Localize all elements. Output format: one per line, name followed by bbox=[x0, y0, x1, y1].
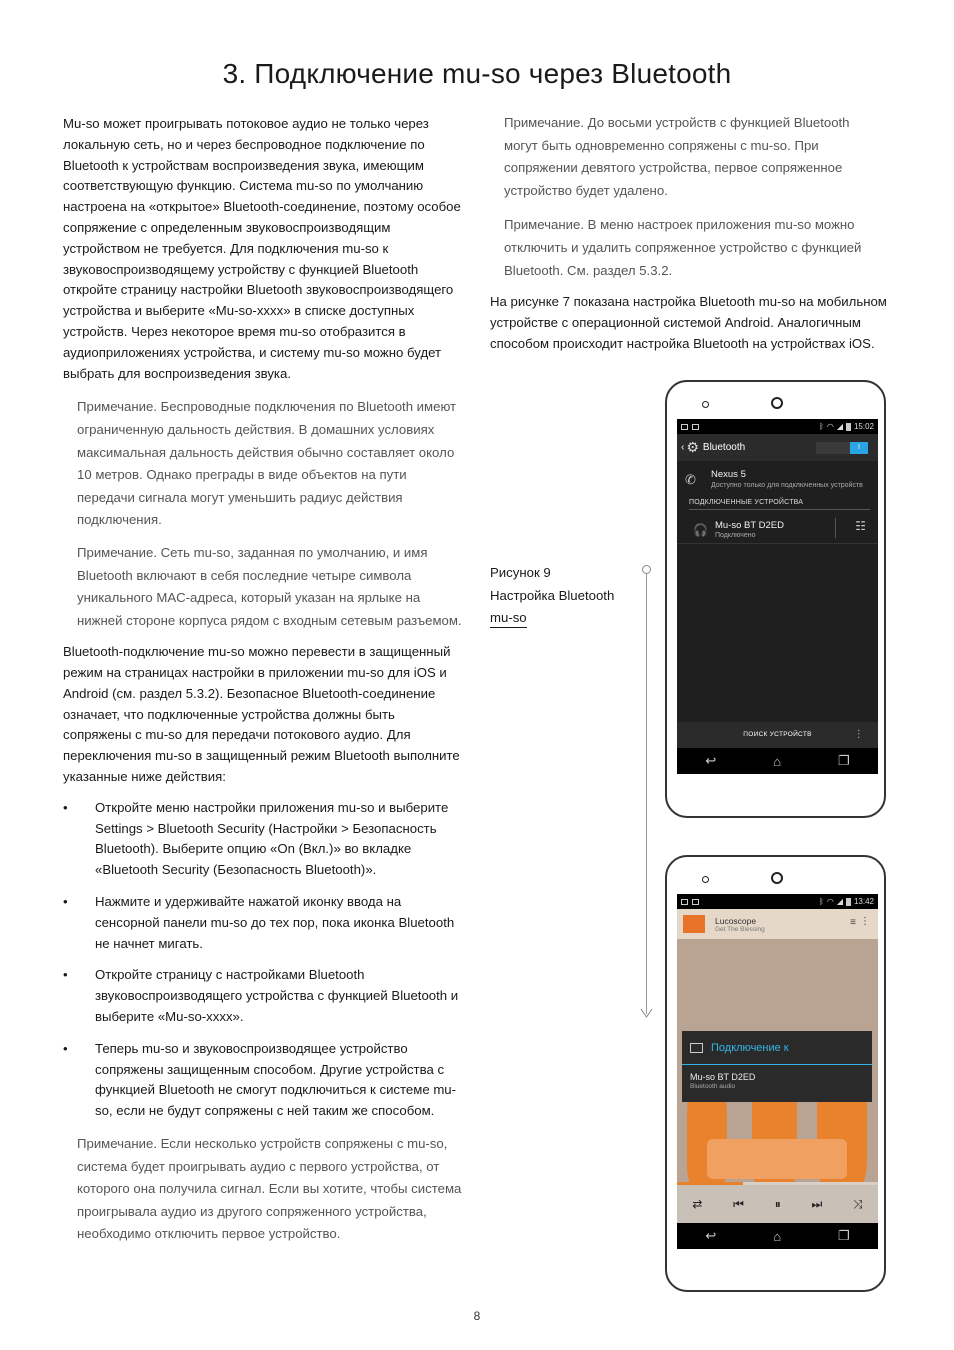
bullet-mark: • bbox=[63, 967, 68, 983]
nav-bar bbox=[677, 1223, 878, 1249]
cast-device-option[interactable] bbox=[682, 1065, 872, 1090]
recent-apps-icon[interactable]: ❐ bbox=[837, 1228, 850, 1243]
home-icon[interactable]: ⌂ bbox=[773, 753, 782, 769]
bullet-mark: • bbox=[63, 1040, 68, 1056]
cast-icon bbox=[690, 1043, 703, 1053]
phone-icon: ✆ bbox=[685, 472, 696, 487]
left-column bbox=[63, 114, 463, 1246]
right-notes bbox=[504, 112, 884, 282]
pause-icon[interactable]: ⏸ bbox=[774, 1196, 781, 1211]
android-paragraph: На рисунке 7 показана настройка Bluetooth mu-so на мобильном устройстве с операционной системой Android. Аналогичным способом происходит настройка Bluetooth на устройствах iOS. bbox=[490, 294, 887, 351]
note-multiple-devices: Примечание. Если несколько устройств сопряжены с mu-so, система будет проигрывать аудио с первого устройства, от которого она получила сигнал. Если вы хотите, чтобы система проигрывала аудио из другого сопряженного устройства, необходимо отключить первое устройство. bbox=[77, 1136, 462, 1242]
next-icon[interactable]: ⏭ bbox=[811, 1196, 823, 1211]
phone-music-player bbox=[665, 855, 886, 1292]
note-range: Примечание. Беспроводные подключения по Bluetooth имеют ограниченную дальность действия. В домашних условиях максимальная дальность действия обычно составляет около 10 метров. Однако преграды в виде объектов на пути передачи сигнала могут уменьшить радиус действия подключения. bbox=[77, 399, 457, 528]
phone-screen bbox=[677, 894, 878, 1249]
image-icon bbox=[681, 424, 688, 430]
notification-icon bbox=[692, 899, 699, 905]
figure-caption-line: mu-so bbox=[490, 610, 527, 628]
intro-paragraph: Mu-so может проигрывать потоковое аудио не только через локальную сеть, но и через беспроводное подключение по Bluetooth к устройствам воспроизведения звука, имеющим соответствующую функцию. Система mu-so по умолчанию настроена на «открытое» Bluetooth-соединение, поэтому особое сопряжение с определенным звуковоспроизводящим устройством не требуется. Для подключения mu-so к звуковоспроизводящему устройству с функцией Bluetooth откройте страницу настройки Bluetooth звуковоспроизводящего устройства и выберите «Mu-so-xxxx» в списке доступных устройств. Через некоторое время mu-so отобразится в аудиоприложениях устройства, и систему mu-so можно будет выбрать для воспроизведения звука. bbox=[63, 116, 461, 381]
wifi-icon: ◠ bbox=[826, 897, 834, 906]
paired-devices-header: ПОДКЛЮЧЕННЫЕ УСТРОЙСТВА bbox=[689, 499, 870, 510]
bluetooth-icon: ᛒ bbox=[819, 422, 824, 431]
battery-icon bbox=[846, 423, 851, 431]
notification-icon bbox=[692, 424, 699, 430]
list-item-text: Теперь mu-so и звуковоспроизводящее устройство сопряжены защищенным способом. Другие устройства с функцией Bluetooth не смогут подключиться к системе mu-so, если не будут сопряжены с ней таким же способом. bbox=[95, 1040, 457, 1119]
list-item bbox=[63, 798, 463, 881]
artwork-shape bbox=[707, 1139, 847, 1179]
note-eight-devices: Примечание. До восьми устройств с функцией Bluetooth могут быть одновременно сопряжены с mu-so. При сопряжении девятого устройства, первое сопряженное устройство будет удалено. bbox=[504, 115, 850, 198]
queue-icon[interactable]: ≡ bbox=[850, 917, 856, 928]
phone-screen bbox=[677, 419, 878, 774]
overflow-menu-icon[interactable]: ⋮ bbox=[860, 916, 870, 927]
toggle-knob: I bbox=[850, 442, 868, 454]
bluetooth-header: Bluetooth bbox=[702, 442, 746, 453]
bluetooth-toggle[interactable] bbox=[816, 442, 868, 454]
gear-icon: ⚙ bbox=[686, 439, 699, 455]
status-time: 13:42 bbox=[853, 897, 874, 906]
overflow-menu-icon[interactable]: ⋮ bbox=[853, 729, 864, 740]
back-chevron-icon[interactable]: ‹ bbox=[681, 442, 685, 453]
divider bbox=[835, 518, 836, 538]
nav-bar bbox=[677, 748, 878, 774]
signal-icon: ◢ bbox=[836, 897, 843, 906]
list-item bbox=[63, 892, 463, 954]
cast-dialog bbox=[682, 1031, 872, 1102]
search-devices-label: ПОИСК УСТРОЙСТВ bbox=[743, 731, 812, 738]
note-mac-address: Примечание. Сеть mu-so, заданная по умолчанию, и имя Bluetooth включают в себя последние четыре символа уникального MAC-адреса, который указан на ярлыке на нижней стороне корпуса рядом с входным сетевым разъемом. bbox=[77, 544, 462, 628]
cast-device-name: Mu-so BT D2ED bbox=[690, 1072, 756, 1082]
home-icon[interactable]: ⌂ bbox=[773, 1228, 782, 1244]
list-item-text: Откройте страницу с настройками Bluetooth звуковоспроизводящего устройства с функцией Bluetooth и выберите «Mu-so-xxxx». bbox=[95, 967, 459, 1025]
figure-connector-circle bbox=[642, 565, 651, 574]
track-artist: Get The Blessing bbox=[715, 925, 765, 933]
action-bar bbox=[677, 434, 878, 461]
status-bar bbox=[677, 419, 878, 434]
camera-icon bbox=[771, 872, 783, 884]
device-info-row bbox=[677, 461, 878, 491]
back-icon[interactable]: ↩ bbox=[705, 753, 717, 768]
list-item-text: Нажмите и удерживайте нажатой иконку ввода на сенсорной панели mu-so до тех пор, пока иконка Bluetooth не начнет мигать. bbox=[95, 894, 455, 951]
headphones-icon: 🎧 bbox=[693, 522, 708, 537]
list-item-text: Откройте меню настройки приложения mu-so и выберите Settings > Bluetooth Security (Настройки > Безопасность Bluetooth). Выберите опцию «On (Вкл.)» во вкладке «Bluetooth Security (Безопасность Bluetooth)». bbox=[95, 799, 449, 878]
page-number: 8 bbox=[473, 1309, 481, 1323]
cast-device-type: Bluetooth audio bbox=[690, 1083, 736, 1090]
track-title: Lucoscope bbox=[715, 915, 757, 926]
device-name: Nexus 5 bbox=[711, 469, 746, 480]
figure-caption bbox=[490, 562, 640, 630]
note-remove-device: Примечание. В меню настроек приложения mu-so можно отключить и удалить сопряженное устройство с функцией Bluetooth. См. раздел 5.3.2. bbox=[504, 217, 862, 278]
status-time: 15:02 bbox=[853, 422, 874, 431]
arrow-down-icon bbox=[640, 1008, 653, 1018]
album-art bbox=[683, 915, 705, 933]
paired-device-row[interactable] bbox=[677, 510, 878, 544]
sensor-icon bbox=[702, 876, 709, 883]
phone-bluetooth-settings bbox=[665, 380, 886, 818]
status-bar bbox=[677, 894, 878, 909]
sensor-icon bbox=[702, 401, 709, 408]
device-status: Доступно только для подключенных устройств bbox=[711, 482, 863, 489]
signal-icon: ◢ bbox=[836, 422, 843, 431]
paired-device-name: Mu-so BT D2ED bbox=[715, 520, 784, 531]
recent-apps-icon[interactable]: ❐ bbox=[837, 753, 850, 768]
figure-caption-line: Настройка Bluetooth bbox=[490, 587, 615, 603]
camera-icon bbox=[771, 397, 783, 409]
previous-icon[interactable]: ⏮ bbox=[733, 1196, 744, 1211]
cast-dialog-title: Подключение к bbox=[711, 1041, 789, 1054]
image-icon bbox=[681, 899, 688, 905]
back-icon[interactable]: ↩ bbox=[705, 1228, 717, 1243]
bullet-mark: • bbox=[63, 894, 68, 910]
cast-dialog-header bbox=[682, 1031, 872, 1065]
repeat-icon[interactable]: ⇄ bbox=[692, 1197, 703, 1211]
bullet-mark: • bbox=[63, 799, 68, 815]
figure-label: Рисунок 9 bbox=[490, 565, 551, 580]
wifi-icon: ◠ bbox=[826, 422, 834, 431]
shuffle-icon[interactable]: ⤨ bbox=[853, 1196, 863, 1211]
secure-mode-paragraph: Bluetooth-подключение mu-so можно перевести в защищенный режим на страницах настройки в приложении mu-so для iOS и Android (см. раздел 5.3.2). Безопасное Bluetooth-соединение означает, что подключенные устройства должны быть сопряжены с mu-so для передачи потокового аудио. Для переключения mu-so в защищенный режим Bluetooth выполните указанные ниже действия: bbox=[63, 644, 460, 785]
figure-connector-line bbox=[646, 572, 647, 1014]
battery-icon bbox=[846, 898, 851, 906]
playback-controls bbox=[677, 1185, 878, 1223]
now-playing-header bbox=[677, 909, 878, 939]
paired-device-status: Подключено bbox=[715, 532, 756, 539]
settings-sliders-icon[interactable]: ☷ bbox=[855, 518, 866, 533]
search-devices-button[interactable] bbox=[677, 722, 878, 748]
list-item bbox=[63, 1039, 463, 1122]
list-item bbox=[63, 965, 463, 1027]
steps-list bbox=[63, 798, 463, 1122]
page-title: 3. Подключение mu-so через Bluetooth bbox=[222, 58, 732, 89]
bluetooth-icon: ᛒ bbox=[819, 897, 824, 906]
